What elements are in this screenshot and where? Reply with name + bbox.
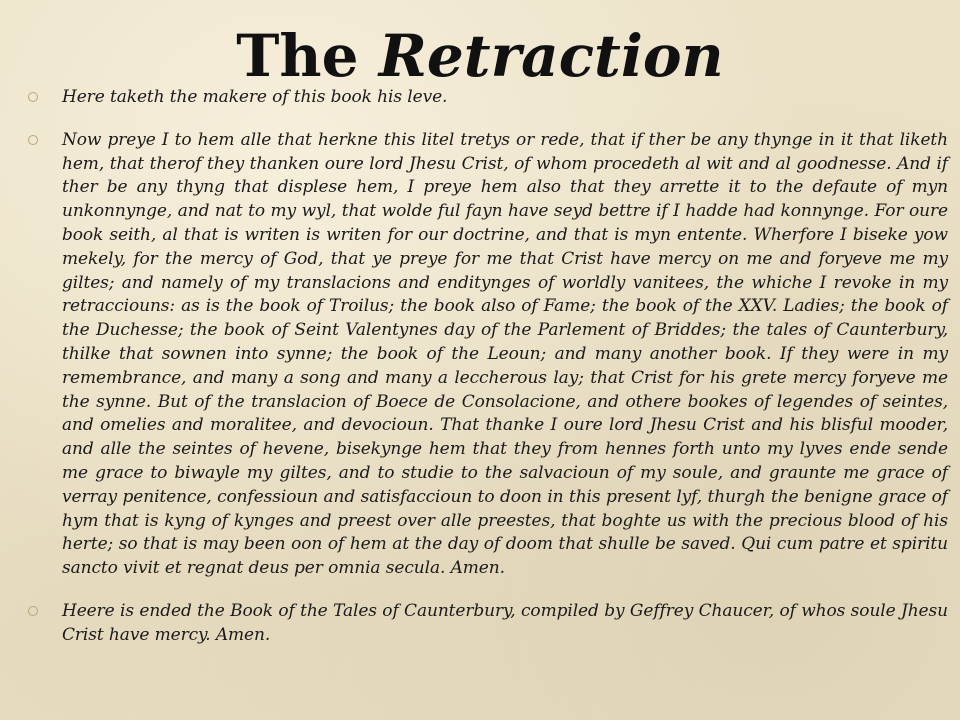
hollow-circle-bullet-icon bbox=[28, 135, 38, 145]
bullet-text: Heere is ended the Book of the Tales of Caunterbury, compiled by Geffrey Chaucer, of whos soule Jhesu Crist have mercy. Amen. bbox=[62, 600, 948, 645]
slide-title-emphasis: Retraction bbox=[378, 22, 724, 90]
bullet-list bbox=[28, 86, 948, 648]
bullet-text: Here taketh the makere of this book his leve. bbox=[62, 87, 448, 107]
slide-title bbox=[0, 20, 960, 92]
hollow-circle-bullet-icon bbox=[28, 606, 38, 616]
bullet-item-retraction bbox=[28, 129, 948, 581]
slide-title-prefix: The bbox=[236, 22, 379, 90]
hollow-circle-bullet-icon bbox=[28, 92, 38, 102]
bullet-item-closing bbox=[28, 600, 948, 648]
bullet-text: Now preye I to hem alle that herkne this litel tretys or rede, that if ther be any thynge in it that liketh hem, that therof they thanken oure lord Jhesu Crist, of whom procedeth al wit and al goodnesse. And if ther be any thyng that displese hem, I preye hem also that they arrette it to the defaute of myn unkonnynge, and nat to my wyl, that wolde ful fayn have seyd bettre if I hadde had konnynge. For oure book seith, al that is writen is writen for our doctrine, and that is myn entente. Wherfore I biseke yow mekely, for the mercy of God, that ye preye for me that Crist have mercy on me and foryeve me my giltes; and namely of my translacions and enditynges of worldly vanitees, the whiche I revoke in my retracciouns: as is the book of Troilus; the book also of Fame; the book of the XXV. Ladies; the book of the Duchesse; the book of Seint Valentynes day of the Parlement of Briddes; the tales of Caunterbury, thilke that sownen into synne; the book of the Leoun; and many another book. If they were in my remembrance, and many a song and many a leccherous lay; that Crist for his grete mercy foryeve me the synne. But of the translacion of Boece de Consolacione, and othere bookes of legendes of seintes, and omelies and moralitee, and devocioun. That thanke I oure lord Jhesu Crist and his blisful mooder, and alle the seintes of hevene, bisekynge hem that they from hennes forth unto my lyves ende sende me grace to biwayle my giltes, and to studie to the salvacioun of my soule, and graunte me grace of verray penitence, confessioun and satisfaccioun to doon in this present lyf, thurgh the benigne grace of hym that is kyng of kynges and preest over alle preestes, that boghte us with the precious blood of his herte; so that is may been oon of hem at the day of doom that shulle be saved. Qui cum patre et spiritu sancto vivit et regnat deus per omnia secula. Amen. bbox=[62, 129, 948, 579]
bullet-item-opening bbox=[28, 86, 948, 110]
